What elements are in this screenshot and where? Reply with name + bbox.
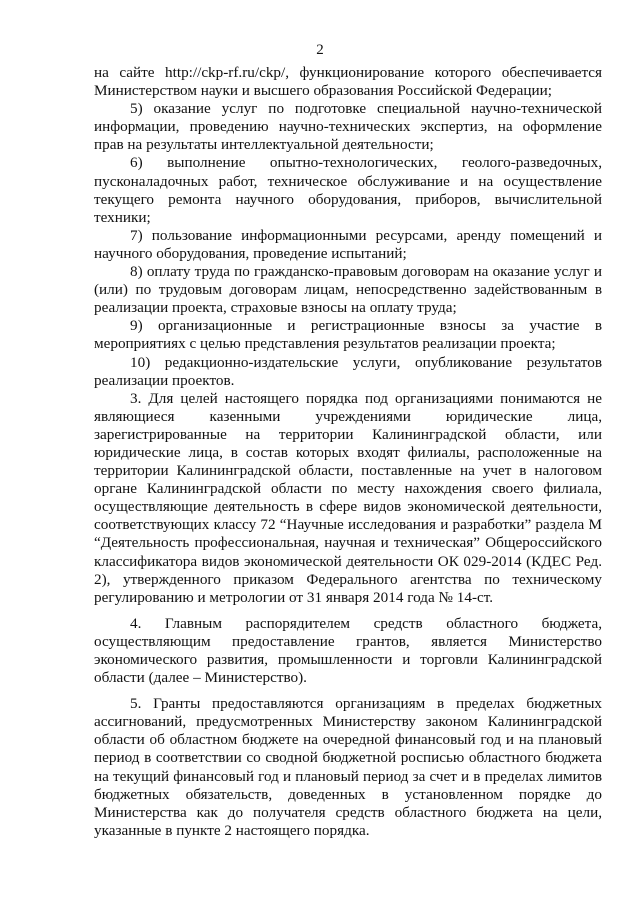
page-number: 2 bbox=[316, 42, 324, 58]
list-item-10: 10) редакционно-издательские услуги, опубликование результатов реализации проектов. bbox=[94, 353, 602, 389]
document-body bbox=[94, 64, 602, 840]
list-item-7: 7) пользование информационными ресурсами, аренду помещений и научного оборудования, проведение испытаний; bbox=[94, 226, 602, 262]
paragraph-continuation: на сайте http://ckp-rf.ru/ckp/, функционирование которого обеспечивается Министерством науки и высшего образования Российской Федерации; bbox=[94, 64, 602, 100]
section-4-paragraph: 4. Главным распорядителем средств областного бюджета, осуществляющим предоставление грантов, является Министерство экономического развития, промышленности и торговли Калининградской области (далее – Министерство). bbox=[94, 614, 602, 687]
section-5-paragraph: 5. Гранты предоставляются организациям в пределах бюджетных ассигнований, предусмотренных Министерству законом Калининградской области об областном бюджете на очередной финансовый год и на плановый период в соответствии со сводной бюджетной росписью областного бюджета на текущий финансовый год и плановый период за счет и в пределах лимитов бюджетных обязательств, доведенных в установленном порядке до Министерства как до получателя средств областного бюджета на цели, указанные в пункте 2 настоящего порядка. bbox=[94, 695, 602, 839]
list-item-6: 6) выполнение опытно-технологических, геолого-разведочных, пусконаладочных работ, техническое обслуживание и на осуществление текущего ремонта научного оборудования, приборов, вычислительной техники; bbox=[94, 154, 602, 226]
list-item-5: 5) оказание услуг по подготовке специальной научно-технической информации, проведению научно-технических экспертиз, на оформление прав на результаты интеллектуальной деятельности; bbox=[94, 100, 602, 154]
section-3-paragraph: 3. Для целей настоящего порядка под организациями понимаются не являющиеся казенными учреждениями юридические лица, зарегистрированные на территории Калининградской области, или юридические лица, в состав которых входят филиалы, расположенные на территории Калининградской области, поставленные на учет в налоговом органе Калининградской области по месту нахождения своего филиала, осуществляющие деятельность в сфере видов экономической деятельности, соответствующих классу 72 “Научные исследования и разработки” раздела М “Деятельность профессиональная, научная и техническая” Общероссийского классификатора видов экономической деятельности ОК 029-2014 (КДЕС Ред. 2), утвержденного приказом Федерального агентства по техническому регулированию и метрологии от 31 января 2014 года № 14-ст. bbox=[94, 389, 602, 606]
list-item-9: 9) организационные и регистрационные взносы за участие в мероприятиях с целью представления результатов реализации проекта; bbox=[94, 317, 602, 353]
list-item-8: 8) оплату труда по гражданско-правовым договорам на оказание услуг и (или) по трудовым договорам лицам, непосредственно задействованным в реализации проекта, страховые взносы на оплату труда; bbox=[94, 263, 602, 317]
